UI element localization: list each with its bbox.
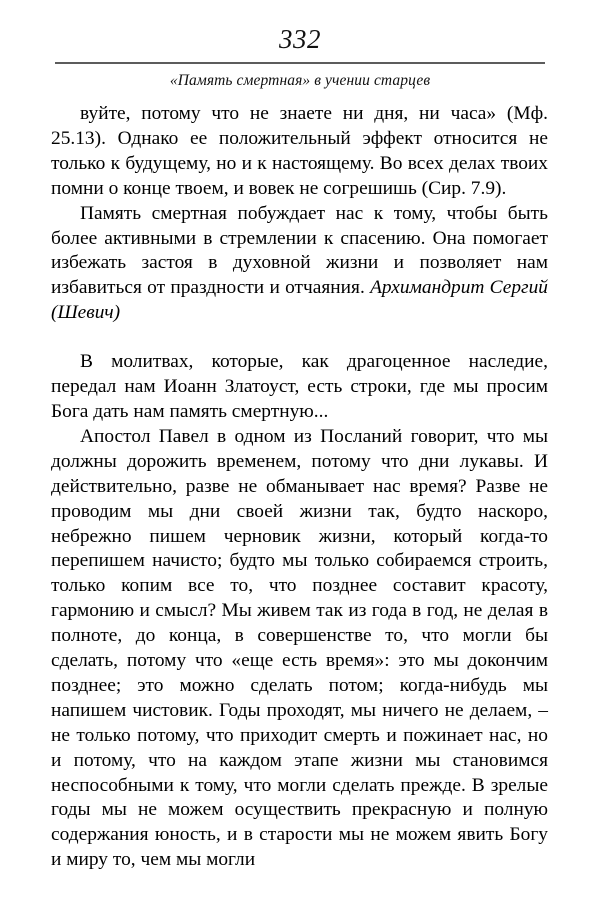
page-number: 332 bbox=[279, 24, 321, 54]
paragraph-prayers: В молитвах, которые, как драгоценное наследие, передал нам Иоанн Златоуст, есть строки, где мы просим Бога дать нам память смертную... bbox=[51, 351, 548, 422]
paragraph-with-attribution bbox=[51, 202, 548, 327]
header-rule bbox=[55, 62, 545, 64]
body-text-block bbox=[51, 102, 548, 873]
page-header bbox=[0, 0, 600, 91]
paragraph-apostle-paul: Апостол Павел в одном из Посланий говорит, что мы должны дорожить временем, потому что дни лукавы. И действительно, разве не обманывает нас время? Разве не проводим мы дни своей жизни так, будто наскоро, небрежно пишем черновик жизни, который когда-то перепишем начисто; будто мы только собираемся строить, только копим все то, что позднее составит красоту, гармонию и смысл? Мы живем так из года в год, не делая в полноте, до конца, в совершенстве то, что могли бы сделать, потому что «еще есть время»: это мы докончим позднее; это можно сделать потом; когда-нибудь мы напишем чистовик. Годы проходят, мы ничего не делаем, – не только потому, что приходит смерть и пожинает нас, но и потому, что на каждом этапе жизни мы становимся неспособными к тому, что могли сделать прежде. В зрелые годы мы не можем осуществить прекрасную и полную содержания юность, и в старости мы не можем явить Богу и миру то, чем мы могли bbox=[51, 425, 548, 871]
paragraph-text: Память смертная побуждает нас к тому, чтобы быть более активными в стремлении к спасению. Она помогает избежать застоя в духовной жизни и позволяет нам избавиться от праздности и отчаяния. bbox=[51, 202, 548, 299]
running-head: «Память смертная» в учении старцев bbox=[169, 72, 431, 89]
attribution-text: Архимандрит Сергий (Шевич) bbox=[51, 277, 548, 324]
paragraph-continued: вуйте, потому что не знаете ни дня, ни часа» (Мф. 25.13). Однако ее положительный эффект относится не только к будущему, но и к настоящему. Во всех делах твоих помни о конце твоем, и вовек не согрешишь (Сир. 7.9). bbox=[51, 103, 548, 199]
